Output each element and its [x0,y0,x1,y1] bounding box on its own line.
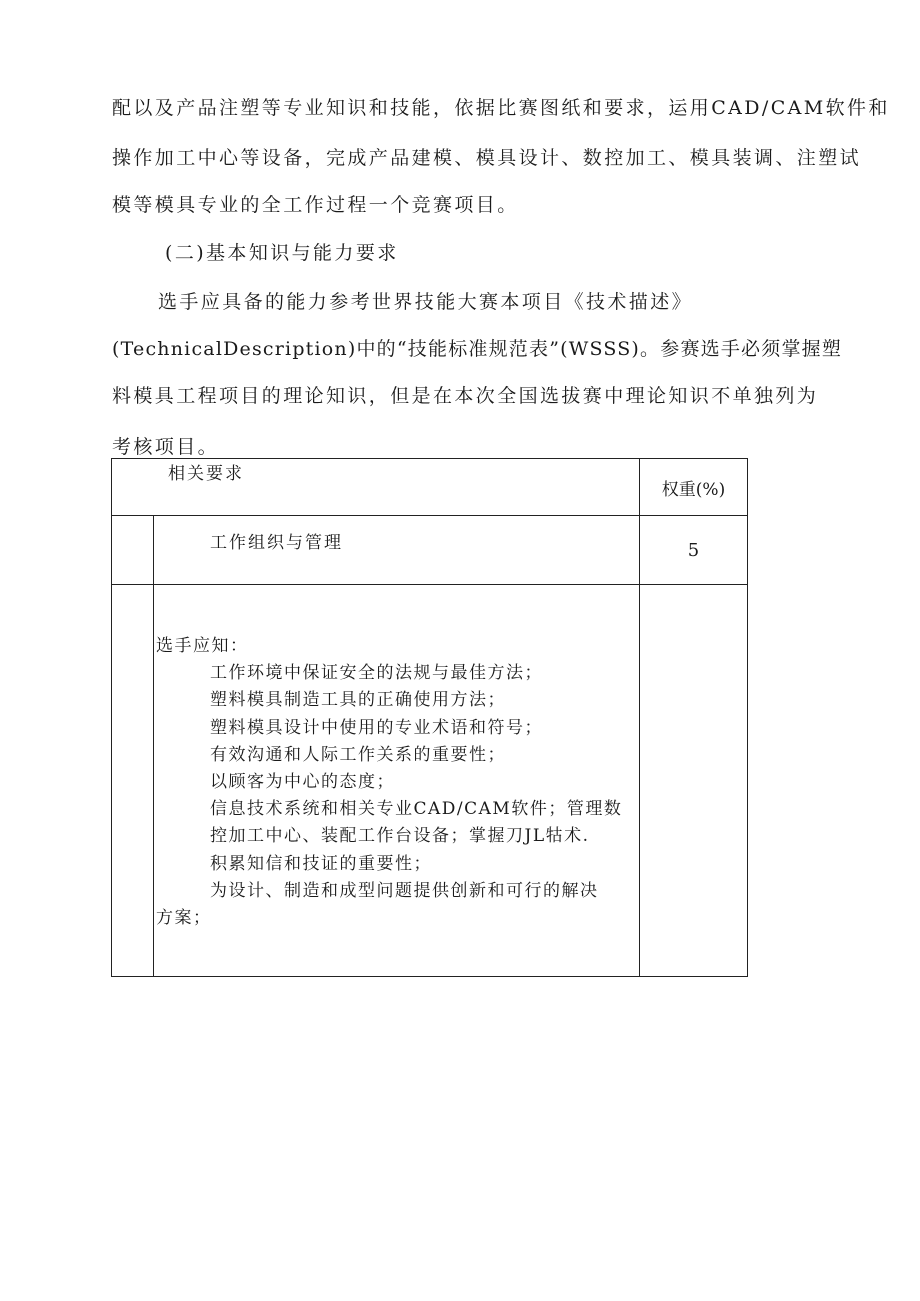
table-row [112,585,748,977]
table-header-row [112,459,748,516]
knowledge-item: 工作环境中保证安全的法规与最佳方法； [210,663,543,684]
header-requirement: 相关要求 [112,459,640,516]
paragraph-line: 操作加工中心等设备，完成产品建模、模具设计、数控加工、模具装调、注塑试 [112,147,862,169]
knowledge-item: 有效沟通和人际工作关系的重要性； [210,744,506,765]
blank-cell [112,516,154,585]
paragraph-line: 料模具工程项目的理论知识，但是在本次全国选拔赛中理论知识不单独列为 [112,385,819,407]
knowledge-item: 积累知信和技证的重要性； [210,853,432,874]
paragraph-line: 配以及产品注塑等专业知识和技能，依据比赛图纸和要求，运用CAD/CAM软件和 [112,97,890,119]
knowledge-item: 塑料模具设计中使用的专业术语和符号； [210,717,543,738]
knowledge-item: 信息技术系统和相关专业CAD/CAM软件；管理数 [210,799,623,820]
knowledge-item-continued: 方案； [156,908,212,929]
knowledge-item: 以顾客为中心的态度； [210,772,395,793]
section-weight: 5 [640,516,748,585]
paragraph-line: 考核项目。 [112,436,220,458]
knowledge-item-continued: 控加工中心、装配工作台设备；掌握刀JL牯术. [210,826,590,847]
section-heading: (二)基本知识与能力要求 [165,242,399,264]
weight-cell-empty [640,585,748,977]
blank-cell [112,585,154,977]
knowledge-item: 为设计、制造和成型问题提供创新和可行的解决 [210,880,599,901]
paragraph-line: 模等模具专业的全工作过程一个竞赛项目。 [112,194,519,216]
knowledge-cell [154,585,640,977]
table-row [112,516,748,585]
paragraph-line: 选手应具备的能力参考世界技能大赛本项目《技术描述》 [158,291,694,313]
knowledge-intro: 选手应知： [156,636,249,656]
knowledge-item: 塑料模具制造工具的正确使用方法； [210,690,506,711]
paragraph-line: (TechnicalDescription)中的“技能标准规范表”(WSSS)。参赛选手必须掌握塑 [112,338,843,360]
section-name: 工作组织与管理 [154,516,640,585]
header-weight: 权重(%) [640,459,748,516]
requirements-table [111,458,748,977]
